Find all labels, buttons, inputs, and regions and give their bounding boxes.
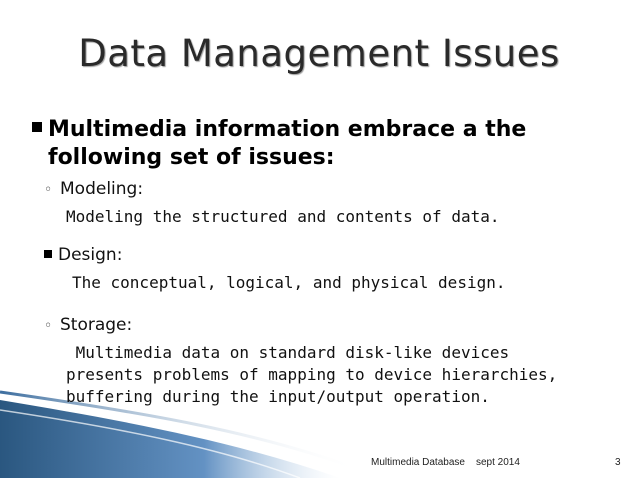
circle-bullet-icon: ◦ xyxy=(44,318,53,334)
slide-title: Data Management Issues xyxy=(78,32,560,75)
item-label: Design: xyxy=(58,245,123,265)
item-design-description: The conceptual, logical, and physical design. xyxy=(72,273,506,292)
item-label: Storage: xyxy=(60,315,133,335)
item-storage-description-line: Multimedia data on standard disk-like devices xyxy=(66,343,510,362)
item-modeling-description: Modeling the structured and contents of data. xyxy=(66,207,500,226)
main-bullet xyxy=(32,116,572,172)
item-storage-label-row xyxy=(44,314,132,337)
circle-bullet-icon: ◦ xyxy=(44,182,53,198)
square-bullet-icon xyxy=(44,250,52,258)
footer-course: Multimedia Database xyxy=(371,457,465,468)
footer-page-number: 3 xyxy=(615,457,621,468)
item-storage-description-line: presents problems of mapping to device hierarchies, xyxy=(66,365,558,384)
item-label: Modeling: xyxy=(60,179,144,199)
footer-date: sept 2014 xyxy=(476,457,520,468)
item-modeling-label-row xyxy=(44,178,143,201)
main-bullet-text: Multimedia information embrace a the following set of issues: xyxy=(48,117,527,170)
square-bullet-icon xyxy=(32,122,42,132)
item-storage-description-line: buffering during the input/output operation. xyxy=(66,387,490,406)
item-design-label-row xyxy=(44,244,122,266)
